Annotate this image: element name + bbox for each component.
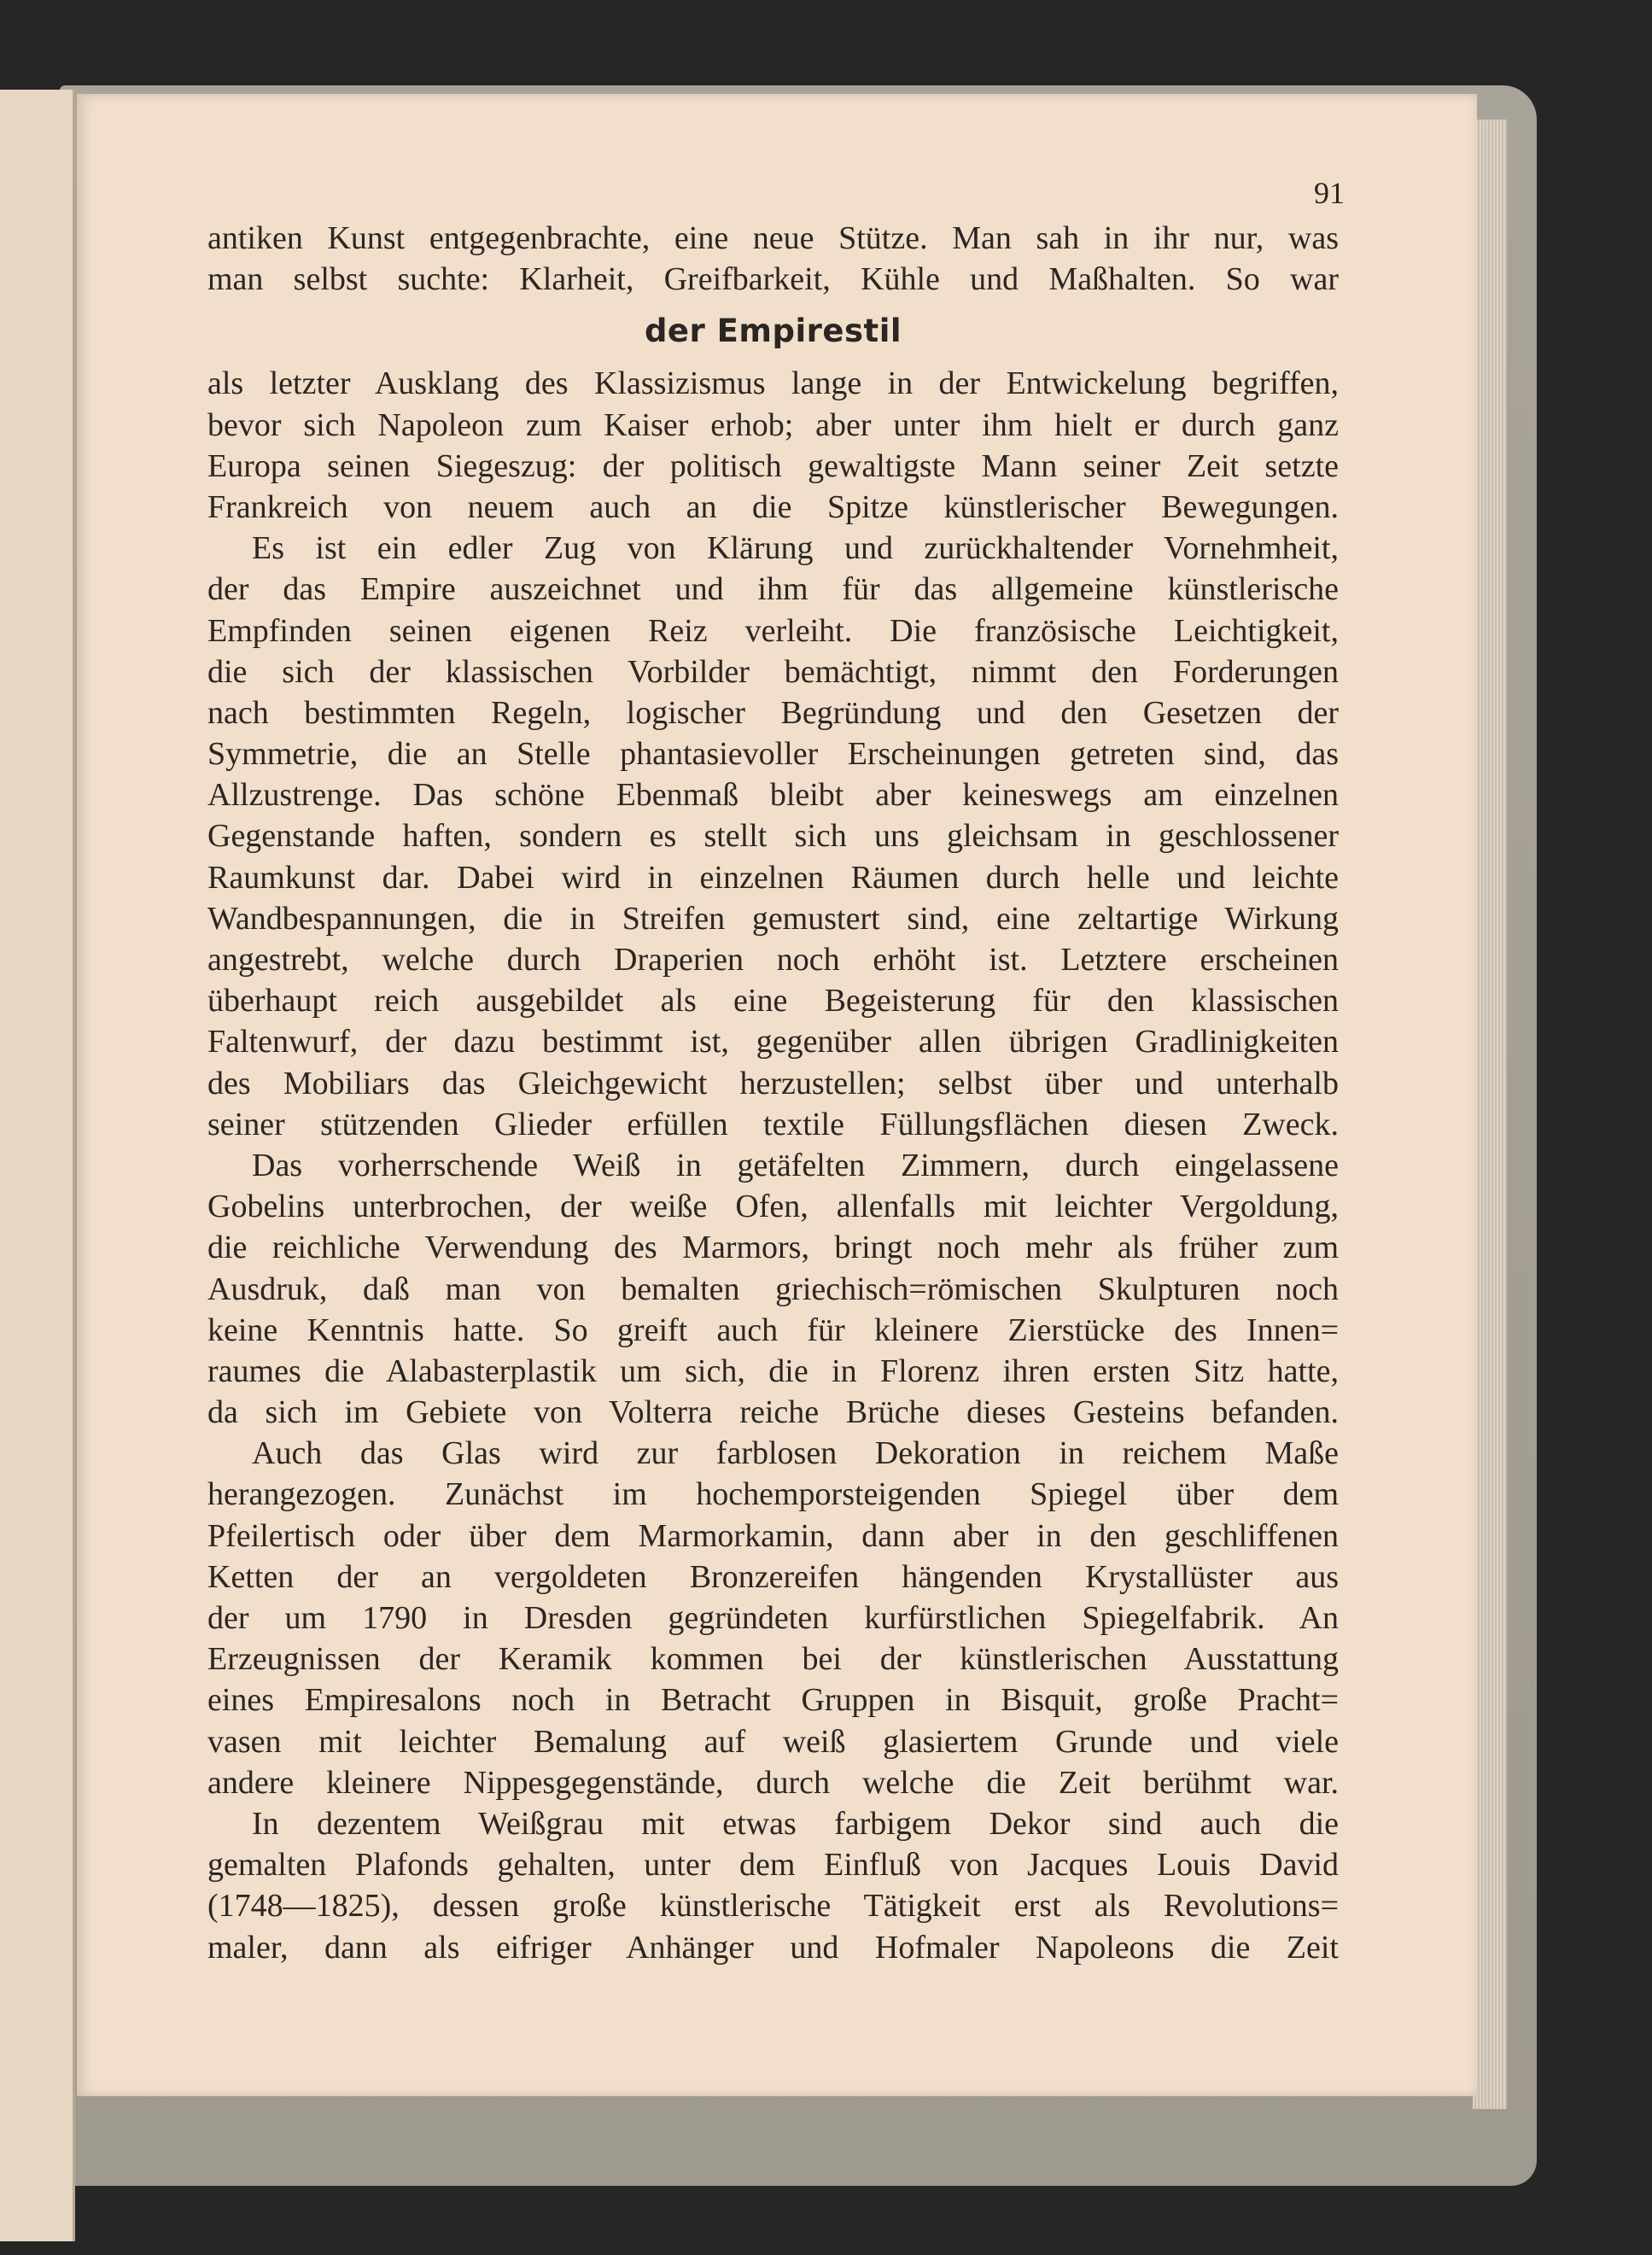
text-line: man selbst suchte: Klarheit, Greifbarkeit, Kühle und Maßhalten. So war [207, 261, 1339, 298]
text-line: In dezentem Weißgrau mit etwas farbigem Dekor sind auch die [252, 1805, 1339, 1842]
text-line: Empfinden seinen eigenen Reiz verleiht. Die französische Leichtigkeit, [207, 612, 1339, 649]
page-body [207, 218, 1339, 1968]
text-line: herangezogen. Zunächst im hochemporsteigenden Spiegel über dem [207, 1476, 1339, 1513]
text-line: andere kleinere Nippesgegenstände, durch welche die Zeit berühmt war. [207, 1764, 1339, 1801]
text-line: da sich im Gebiete von Volterra reiche Brüche dieses Gesteins befanden. [207, 1394, 1339, 1431]
text-line: nach bestimmten Regeln, logischer Begründung und den Gesetzen der [207, 694, 1339, 731]
text-line: Gobelins unterbrochen, der weiße Ofen, allenfalls mit leichter Vergoldung, [207, 1189, 1339, 1225]
text-line: keine Kenntnis hatte. So greift auch für kleinere Zierstücke des Innen= [207, 1312, 1339, 1348]
text-line: überhaupt reich ausgebildet als eine Begeisterung für den klassischen [207, 983, 1339, 1019]
text-line: antiken Kunst entgegenbrachte, eine neue Stütze. Man sah in ihr nur, was [207, 220, 1339, 256]
text-line: als letzter Ausklang des Klassizismus lange in der Entwickelung begriffen, [207, 365, 1339, 402]
text-line: angestrebt, welche durch Draperien noch erhöht ist. Letztere erscheinen [207, 942, 1339, 978]
text-line: Pfeilertisch oder über dem Marmorkamin, dann aber in den geschliffenen [207, 1517, 1339, 1554]
text-line: Ketten der an vergoldeten Bronzereifen hängenden Krystallüster aus [207, 1558, 1339, 1595]
paragraph-body [207, 363, 1339, 1967]
text-line: des Mobiliars das Gleichgewicht herzustellen; selbst über und unterhalb [207, 1065, 1339, 1101]
section-heading: der Empirestil [644, 313, 902, 350]
text-line: Ausdruk, daß man von bemalten griechisch=römischen Skulpturen noch [207, 1271, 1339, 1307]
paragraph-lead [207, 218, 1339, 300]
facing-page-edge [0, 90, 75, 2241]
text-line: maler, dann als eifriger Anhänger und Hofmaler Napoleons die Zeit [207, 1929, 1339, 1966]
text-line: Symmetrie, die an Stelle phantasievoller Erscheinungen getreten sind, das [207, 736, 1339, 773]
text-line: Wandbespannungen, die in Streifen gemustert sind, eine zeltartige Wirkung [207, 900, 1339, 937]
text-line: der das Empire auszeichnet und ihm für das allgemeine künstlerische [207, 571, 1339, 608]
text-line: Das vorherrschende Weiß in getäfelten Zimmern, durch eingelassene [252, 1147, 1339, 1183]
text-line: Frankreich von neuem auch an die Spitze künstlerischer Bewegungen. [207, 488, 1339, 525]
text-line: der um 1790 in Dresden gegründeten kurfürstlichen Spiegelfabrik. An [207, 1600, 1339, 1636]
text-line: die reichliche Verwendung des Marmors, bringt noch mehr als früher zum [207, 1230, 1339, 1266]
text-line: Europa seinen Siegeszug: der politisch gewaltigste Mann seiner Zeit setzte [207, 447, 1339, 484]
text-line: seiner stützenden Glieder erfüllen textile Füllungsflächen diesen Zweck. [207, 1106, 1339, 1142]
text-line: Gegenstande haften, sondern es stellt sich uns gleichsam in geschlossener [207, 818, 1339, 855]
page-number: 91 [1314, 176, 1345, 210]
text-line: Erzeugnissen der Keramik kommen bei der künstlerischen Ausstattung [207, 1641, 1339, 1678]
text-line: Raumkunst dar. Dabei wird in einzelnen Räumen durch helle und leichte [207, 859, 1339, 896]
text-line: raumes die Alabasterplastik um sich, die in Florenz ihren ersten Sitz hatte, [207, 1352, 1339, 1389]
text-line: bevor sich Napoleon zum Kaiser erhob; aber unter ihm hielt er durch ganz [207, 406, 1339, 443]
text-line: Auch das Glas wird zur farblosen Dekoration in reichem Maße [252, 1435, 1339, 1472]
text-line: Faltenwurf, der dazu bestimmt ist, gegenüber allen übrigen Gradlinigkeiten [207, 1024, 1339, 1060]
text-line: (1748—1825), dessen große künstlerische Tätigkeit erst als Revolutions= [207, 1888, 1339, 1925]
text-line: gemalten Plafonds gehalten, unter dem Einfluß von Jacques Louis David [207, 1847, 1339, 1884]
page-block-edge [1473, 120, 1507, 2109]
text-line: Es ist ein edler Zug von Klärung und zurückhaltender Vornehmheit, [252, 530, 1339, 567]
text-line: eines Empiresalons noch in Betracht Gruppen in Bisquit, große Pracht= [207, 1682, 1339, 1719]
text-line: Allzustrenge. Das schöne Ebenmaß bleibt aber keineswegs am einzelnen [207, 777, 1339, 814]
text-line: vasen mit leichter Bemalung auf weiß glasiertem Grunde und viele [207, 1723, 1339, 1760]
text-line: die sich der klassischen Vorbilder bemächtigt, nimmt den Forderungen [207, 653, 1339, 690]
